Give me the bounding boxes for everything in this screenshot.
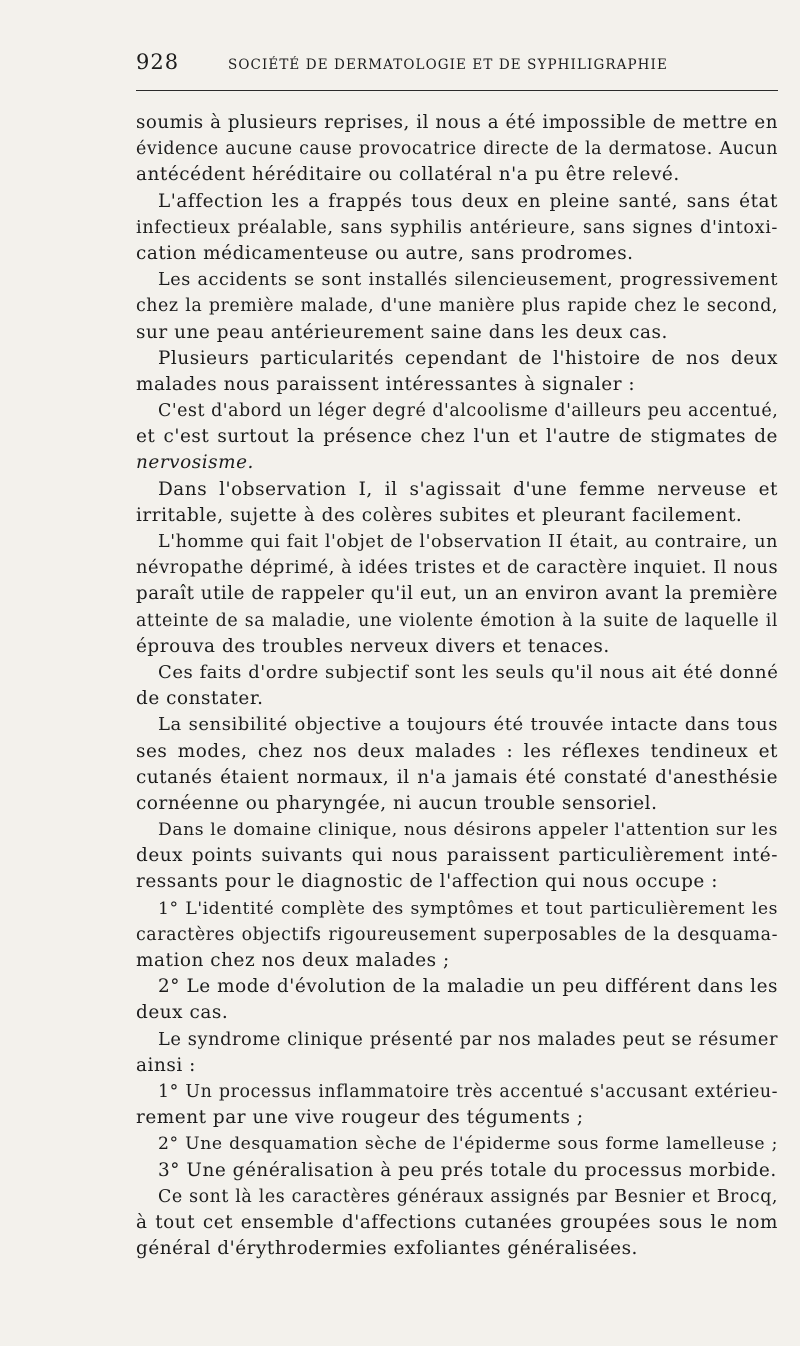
text-line: infectieux préalable, sans syphilis antérieure, sans signes d'intoxi-: [136, 216, 778, 238]
text-line: nervosisme.: [136, 452, 254, 474]
text-line: caractères objectifs rigoureusement superposables de la desquama-: [136, 924, 778, 945]
text-line: L'homme qui fait l'objet de l'observation II était, au contraire, un: [158, 532, 778, 552]
text-line: 3° Une généralisation à peu prés totale du processus morbide.: [158, 1159, 777, 1181]
text-line: Les accidents se sont installés silencieusement, progressivement: [158, 270, 778, 291]
text-line: 1° Un processus inflammatoire très accentué s'accusant extérieu-: [158, 1081, 778, 1102]
text-line: 1° L'identité complète des symptômes et tout particulièrement les: [158, 898, 778, 919]
text-line: ses modes, chez nos deux malades : les réflexes tendineux et: [136, 740, 778, 762]
page-number: 928: [136, 50, 180, 74]
text-line: chez la première malade, d'une manière plus rapide chez le second,: [136, 296, 778, 317]
text-line: de constater.: [136, 688, 264, 710]
text-line: deux points suivants qui nous paraissent particulièrement inté-: [136, 845, 778, 867]
text-line: cutanés étaient normaux, il n'a jamais été constaté d'anesthésie: [136, 766, 778, 788]
text-line: L'affection les a frappés tous deux en pleine santé, sans état: [158, 190, 778, 212]
text-line: ressants pour le diagnostic de l'affection qui nous occupe :: [136, 871, 718, 893]
text-line: et c'est surtout la présence chez l'un et l'autre de stigmates de: [136, 426, 778, 448]
text-line: paraît utile de rappeler qu'il eut, un an environ avant la première: [136, 583, 778, 605]
text-line: sur une peau antérieurement saine dans les deux cas.: [136, 321, 668, 343]
text-line: C'est d'abord un léger degré d'alcoolisme d'ailleurs peu accentué,: [158, 401, 779, 422]
text-line: Dans l'observation I, il s'agissait d'une femme nerveuse et: [158, 478, 778, 500]
running-title: SOCIÉTÉ DE DERMATOLOGIE ET DE SYPHILIGRAPHIE: [228, 57, 668, 73]
text-line: cornéenne ou pharyngée, ni aucun trouble sensoriel.: [136, 792, 658, 814]
text-line: 2° Une desquamation sèche de l'épiderme sous forme lamelleuse ;: [158, 1134, 778, 1155]
body-text: [136, 110, 778, 1262]
text-line: malades nous paraissent intéressantes à signaler :: [136, 373, 636, 395]
text-line: Plusieurs particularités cependant de l'histoire de nos deux: [158, 347, 778, 369]
text-line: La sensibilité objective a toujours été trouvée intacte dans tous: [158, 714, 778, 736]
header-rule: [136, 90, 778, 91]
text-line: Dans le domaine clinique, nous désirons appeler l'attention sur les: [158, 820, 778, 841]
text-line: général d'érythrodermies exfoliantes généralisées.: [136, 1238, 638, 1260]
text-line: ainsi :: [136, 1054, 196, 1076]
text-line: mation chez nos deux malades ;: [136, 950, 450, 971]
page-header: [136, 50, 778, 78]
text-line: névropathe déprimé, à idées tristes et de caractère inquiet. Il nous: [136, 557, 779, 579]
text-line: Le syndrome clinique présenté par nos malades peut se résumer: [158, 1028, 778, 1050]
text-line: évidence aucune cause provocatrice directe de la dermatose. Aucun: [136, 139, 778, 160]
text-line: Ces faits d'ordre subjectif sont les seuls qu'il nous ait été donné: [158, 661, 779, 683]
text-line: Ce sont là les caractères généraux assignés par Besnier et Brocq,: [158, 1186, 778, 1207]
text-line: soumis à plusieurs reprises, il nous a été impossible de mettre en: [136, 112, 778, 133]
text-line: irritable, sujette à des colères subites et pleurant facilement.: [136, 504, 743, 526]
text-line: à tout cet ensemble d'affections cutanées groupées sous le nom: [136, 1211, 778, 1233]
text-line: 2° Le mode d'évolution de la maladie un peu différent dans les: [158, 976, 778, 998]
text-line: antécédent héréditaire ou collatéral n'a pu être relevé.: [136, 164, 680, 186]
text-line: deux cas.: [136, 1002, 229, 1024]
text-line: cation médicamenteuse ou autre, sans prodromes.: [136, 242, 634, 264]
text-line: rement par une vive rougeur des téguments ;: [136, 1107, 584, 1129]
text-line: éprouva des troubles nerveux divers et tenaces.: [136, 635, 610, 657]
text-line: atteinte de sa maladie, une violente émotion à la suite de laquelle il: [136, 610, 778, 631]
